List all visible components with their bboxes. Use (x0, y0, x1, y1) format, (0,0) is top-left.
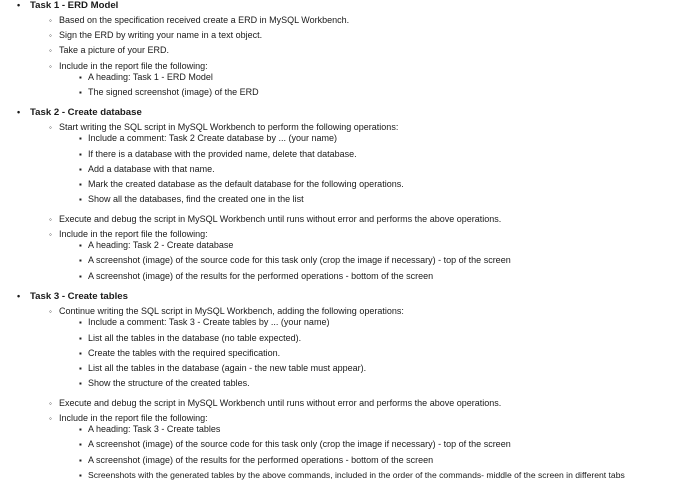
task3-report-item (79, 439, 511, 450)
circle-bullet-icon: ◦ (49, 215, 52, 224)
task3-report-text: A screenshot (image) of the source code for this task only (crop the image if necessary) - top of the screen (88, 439, 511, 449)
square-bullet-icon: ▪ (79, 195, 82, 204)
square-bullet-icon: ▪ (79, 256, 82, 265)
square-bullet-icon: ▪ (79, 241, 82, 250)
task3-operation (79, 363, 367, 374)
circle-bullet-icon: ◦ (49, 307, 52, 316)
circle-bullet-icon: ◦ (49, 230, 52, 239)
square-bullet-icon: ▪ (79, 425, 82, 434)
square-bullet-icon: ▪ (79, 440, 82, 449)
task2-heading (17, 107, 142, 118)
task2-report-text: A screenshot (image) of the source code for this task only (crop the image if necessary) - top of the screen (88, 255, 511, 265)
task2-item (49, 122, 399, 133)
task2-item (49, 229, 208, 240)
task3-operation-text: List all the tables in the database (again - the new table must appear). (88, 363, 367, 373)
bullet-icon: • (17, 0, 21, 10)
task3-item-text: Continue writing the SQL script in MySQL Workbench, adding the following operations: (59, 306, 404, 316)
task1-item (49, 61, 208, 72)
task2-operation (79, 179, 404, 190)
task1-title: Task 1 - ERD Model (30, 0, 119, 11)
task3-item (49, 413, 208, 424)
circle-bullet-icon: ◦ (49, 46, 52, 55)
task2-operation (79, 149, 357, 160)
task2-operation (79, 194, 304, 205)
task3-operation (79, 348, 281, 359)
task3-operation-text: Include a comment: Task 3 - Create tables by ... (your name) (88, 317, 330, 327)
task3-report-text: A heading: Task 3 - Create tables (88, 424, 221, 434)
task3-operation (79, 317, 330, 328)
task2-operation-text: Show all the databases, find the created one in the list (88, 194, 304, 204)
task2-item-text: Include in the report file the following: (59, 229, 208, 239)
square-bullet-icon: ▪ (79, 456, 82, 465)
square-bullet-icon: ▪ (79, 134, 82, 143)
circle-bullet-icon: ◦ (49, 399, 52, 408)
task3-item-text: Execute and debug the script in MySQL Workbench until runs without error and performs the above operations. (59, 398, 502, 408)
task3-operation-text: List all the tables in the database (no table expected). (88, 333, 302, 343)
task1-item (49, 45, 170, 56)
task1-report-text: A heading: Task 1 - ERD Model (88, 72, 213, 82)
task2-report-item (79, 271, 434, 282)
task3-operation (79, 378, 250, 389)
task2-operation-text: Include a comment: Task 2 Create database by ... (your name) (88, 133, 337, 143)
task2-report-text: A heading: Task 2 - Create database (88, 240, 234, 250)
square-bullet-icon: ▪ (79, 349, 82, 358)
task2-item (49, 214, 502, 225)
task3-item-text: Include in the report file the following: (59, 413, 208, 423)
task1-item-text: Based on the specification received create a ERD in MySQL Workbench. (59, 15, 350, 25)
square-bullet-icon: ▪ (79, 334, 82, 343)
bullet-icon: • (17, 107, 21, 117)
square-bullet-icon: ▪ (79, 165, 82, 174)
task3-title: Task 3 - Create tables (30, 291, 128, 302)
task2-item-text: Execute and debug the script in MySQL Workbench until runs without error and performs the above operations. (59, 214, 502, 224)
task2-operation (79, 164, 215, 175)
task1-item (49, 30, 263, 41)
circle-bullet-icon: ◦ (49, 414, 52, 423)
circle-bullet-icon: ◦ (49, 62, 52, 71)
task3-report-item (79, 470, 625, 481)
square-bullet-icon: ▪ (79, 379, 82, 388)
square-bullet-icon: ▪ (79, 150, 82, 159)
square-bullet-icon: ▪ (79, 73, 82, 82)
task2-operation (79, 133, 337, 144)
task1-report-item (79, 87, 259, 98)
task2-title: Task 2 - Create database (30, 107, 142, 118)
task3-report-item (79, 424, 221, 435)
square-bullet-icon: ▪ (79, 180, 82, 189)
circle-bullet-icon: ◦ (49, 31, 52, 40)
task2-report-text: A screenshot (image) of the results for the performed operations - bottom of the screen (88, 271, 434, 281)
task3-operation-text: Create the tables with the required specification. (88, 348, 281, 358)
task2-operation-text: Mark the created database as the default database for the following operations. (88, 179, 404, 189)
task3-heading (17, 291, 128, 302)
square-bullet-icon: ▪ (79, 471, 82, 480)
task3-item (49, 398, 502, 409)
bullet-icon: • (17, 291, 21, 301)
task3-operation (79, 333, 302, 344)
square-bullet-icon: ▪ (79, 88, 82, 97)
task3-report-item (79, 455, 434, 466)
task2-report-item (79, 240, 234, 251)
task1-item-text: Include in the report file the following: (59, 61, 208, 71)
task1-heading (17, 0, 119, 11)
circle-bullet-icon: ◦ (49, 16, 52, 25)
task1-item-text: Sign the ERD by writing your name in a text object. (59, 30, 263, 40)
task2-item-text: Start writing the SQL script in MySQL Workbench to perform the following operations: (59, 122, 399, 132)
task2-operation-text: If there is a database with the provided name, delete that database. (88, 149, 357, 159)
task1-report-text: The signed screenshot (image) of the ERD (88, 87, 259, 97)
task2-operation-text: Add a database with that name. (88, 164, 215, 174)
task1-report-item (79, 72, 213, 83)
square-bullet-icon: ▪ (79, 364, 82, 373)
task3-item (49, 306, 404, 317)
circle-bullet-icon: ◦ (49, 123, 52, 132)
square-bullet-icon: ▪ (79, 272, 82, 281)
task3-report-text: A screenshot (image) of the results for the performed operations - bottom of the screen (88, 455, 434, 465)
task2-report-item (79, 255, 511, 266)
task1-item (49, 15, 350, 26)
task1-item-text: Take a picture of your ERD. (59, 45, 170, 55)
task3-operation-text: Show the structure of the created tables. (88, 378, 250, 388)
task3-report-text: Screenshots with the generated tables by the above commands, included in the order of the commands- middle of the screen in different tabs (88, 470, 625, 480)
square-bullet-icon: ▪ (79, 318, 82, 327)
